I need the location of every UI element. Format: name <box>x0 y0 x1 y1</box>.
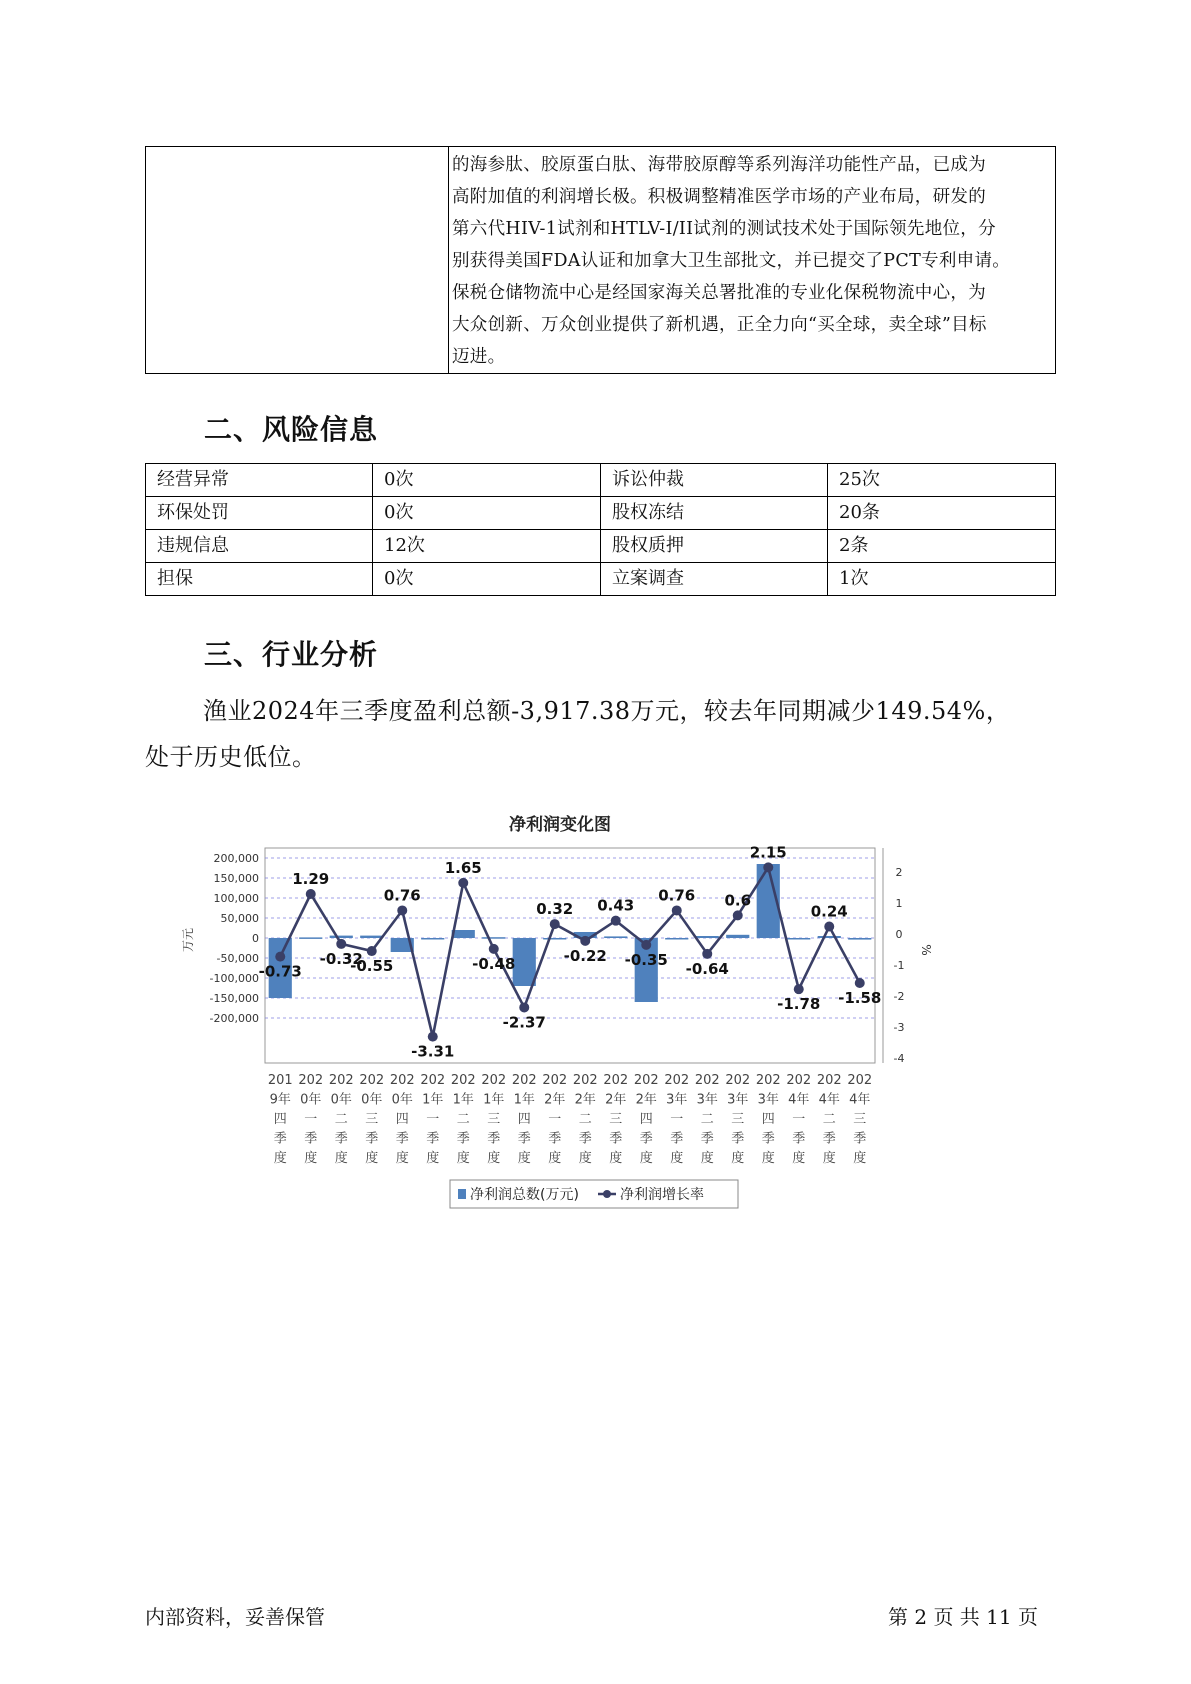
x-tick-label: 三 <box>609 1112 623 1127</box>
y-tick-label-right: -3 <box>893 1021 905 1034</box>
x-tick-label: 1年 <box>452 1092 474 1108</box>
growth-data-label: -1.78 <box>777 995 821 1014</box>
growth-point <box>275 952 285 962</box>
x-tick-label: 季 <box>853 1131 867 1147</box>
growth-data-label: 0.76 <box>658 886 696 905</box>
risk-label: 担保 <box>146 563 373 596</box>
x-tick-label: 四 <box>761 1112 775 1127</box>
bar <box>787 938 810 940</box>
x-tick-label: 度 <box>578 1151 592 1166</box>
x-tick-label: 二 <box>700 1112 714 1127</box>
x-tick-label: 202 <box>481 1073 507 1088</box>
growth-data-label: -3.31 <box>411 1042 455 1061</box>
bar <box>696 936 719 938</box>
x-tick-label: 4年 <box>849 1092 871 1108</box>
x-tick-label: 202 <box>389 1073 415 1088</box>
growth-point <box>489 944 499 954</box>
growth-point <box>611 916 621 926</box>
growth-point <box>519 1002 529 1012</box>
x-tick-label: 3年 <box>696 1092 718 1108</box>
x-tick-label: 1年 <box>513 1092 535 1108</box>
bar <box>848 938 871 940</box>
x-tick-label: 度 <box>426 1151 440 1166</box>
y-tick-label-left: 0 <box>252 932 259 945</box>
risk-value: 0次 <box>373 497 601 530</box>
growth-point <box>397 905 407 915</box>
risk-label: 股权冻结 <box>601 497 828 530</box>
x-tick-label: 202 <box>450 1073 476 1088</box>
growth-data-label: -0.64 <box>685 959 729 978</box>
y-tick-label-right: 0 <box>895 928 903 941</box>
bar <box>452 930 475 938</box>
x-tick-label: 202 <box>603 1073 629 1088</box>
growth-data-label: -0.32 <box>319 949 363 968</box>
table-row <box>146 497 1056 530</box>
x-tick-label: 202 <box>633 1073 659 1088</box>
x-tick-label: 二 <box>334 1112 348 1127</box>
x-tick-label: 度 <box>731 1151 745 1166</box>
paragraph-line: 渔业2024年三季度盈利总额-3,917.38万元，较去年同期减少149.54%， <box>203 697 1011 725</box>
x-tick-label: 二 <box>822 1112 836 1127</box>
risk-label: 诉讼仲裁 <box>601 464 828 497</box>
y-tick-label-left: -200,000 <box>209 1012 259 1025</box>
description-line: 别获得美国FDA认证和加拿大卫生部批文，并已提交了PCT专利申请。 <box>452 251 1011 271</box>
bar <box>360 936 383 938</box>
x-tick-label: 1年 <box>422 1092 444 1108</box>
x-tick-label: 202 <box>755 1073 781 1088</box>
growth-point <box>824 922 834 932</box>
x-tick-label: 202 <box>298 1073 324 1088</box>
risk-label: 环保处罚 <box>146 497 373 530</box>
risk-value: 20条 <box>828 497 1056 530</box>
empty-label-cell <box>146 147 449 374</box>
x-tick-label: 季 <box>395 1131 409 1147</box>
x-tick-label: 0年 <box>300 1092 322 1108</box>
risk-label: 股权质押 <box>601 530 828 563</box>
x-tick-label: 202 <box>694 1073 720 1088</box>
risk-label: 立案调查 <box>601 563 828 596</box>
growth-point <box>336 939 346 949</box>
bar <box>665 938 688 940</box>
bar <box>330 936 353 938</box>
x-tick-label: 202 <box>420 1073 446 1088</box>
x-tick-label: 季 <box>578 1131 592 1147</box>
legend-line-marker <box>603 1190 611 1198</box>
x-tick-label: 一 <box>548 1112 562 1127</box>
x-tick-label: 四 <box>639 1112 653 1127</box>
legend-line-label: 净利润增长率 <box>620 1187 704 1203</box>
x-tick-label: 季 <box>304 1131 318 1147</box>
x-tick-label: 度 <box>700 1151 714 1166</box>
x-tick-label: 季 <box>761 1131 775 1147</box>
risk-value: 0次 <box>373 464 601 497</box>
x-tick-label: 0年 <box>391 1092 413 1108</box>
x-tick-label: 度 <box>670 1151 684 1166</box>
x-tick-label: 一 <box>792 1112 806 1127</box>
risk-value: 0次 <box>373 563 601 596</box>
x-tick-label: 0年 <box>330 1092 352 1108</box>
industry-paragraph <box>145 688 1057 780</box>
growth-point <box>733 910 743 920</box>
x-tick-label: 季 <box>487 1131 501 1147</box>
risk-value: 1次 <box>828 563 1056 596</box>
growth-point <box>550 919 560 929</box>
x-tick-label: 季 <box>365 1131 379 1147</box>
bar <box>482 937 505 939</box>
bar <box>543 938 566 940</box>
y-tick-label-left: 150,000 <box>213 872 259 885</box>
x-tick-label: 202 <box>664 1073 690 1088</box>
x-tick-label: 季 <box>548 1131 562 1147</box>
x-tick-label: 度 <box>853 1151 867 1166</box>
x-tick-label: 201 <box>267 1073 293 1088</box>
x-tick-label: 季 <box>700 1131 714 1147</box>
net-profit-chart <box>180 810 940 1260</box>
description-line: 迈进。 <box>452 347 506 367</box>
y-axis-label-right: % <box>919 944 933 956</box>
table-row <box>146 563 1056 596</box>
bar <box>421 938 444 940</box>
growth-point <box>306 889 316 899</box>
risk-label: 违规信息 <box>146 530 373 563</box>
risk-value: 12次 <box>373 530 601 563</box>
risk-table <box>145 463 1056 596</box>
x-tick-label: 二 <box>456 1112 470 1127</box>
description-line: 的海参肽、胶原蛋白肽、海带胶原醇等系列海洋功能性产品，已成为 <box>452 155 986 175</box>
x-tick-label: 3年 <box>666 1092 688 1108</box>
growth-data-label: 0.24 <box>810 902 848 921</box>
growth-data-label: -0.55 <box>350 957 394 976</box>
growth-data-label: -0.35 <box>624 950 668 969</box>
company-description-cell <box>449 147 1056 374</box>
y-tick-label-right: 2 <box>895 866 903 879</box>
growth-data-label: -0.73 <box>258 962 302 981</box>
growth-point <box>702 949 712 959</box>
x-tick-label: 度 <box>487 1151 501 1166</box>
x-tick-label: 三 <box>731 1112 745 1127</box>
x-tick-label: 一 <box>670 1112 684 1127</box>
x-tick-label: 度 <box>639 1151 653 1166</box>
x-tick-label: 季 <box>609 1131 623 1147</box>
x-tick-label: 2年 <box>635 1092 657 1108</box>
x-tick-label: 四 <box>273 1112 287 1127</box>
x-tick-label: 202 <box>542 1073 568 1088</box>
y-tick-label-left: 50,000 <box>220 912 259 925</box>
x-tick-label: 202 <box>572 1073 598 1088</box>
risk-label: 经营异常 <box>146 464 373 497</box>
y-tick-label-left: -50,000 <box>216 952 259 965</box>
bar <box>818 936 841 938</box>
x-tick-label: 度 <box>273 1151 287 1166</box>
x-tick-label: 一 <box>426 1112 440 1127</box>
x-tick-label: 202 <box>359 1073 385 1088</box>
x-tick-label: 季 <box>639 1131 653 1147</box>
growth-data-label: 0.6 <box>724 891 752 910</box>
growth-point <box>367 946 377 956</box>
x-tick-label: 度 <box>395 1151 409 1166</box>
x-tick-label: 度 <box>304 1151 318 1166</box>
growth-data-label: 1.29 <box>292 870 330 889</box>
bar <box>513 938 536 986</box>
x-tick-label: 202 <box>847 1073 873 1088</box>
growth-data-label: 1.65 <box>444 858 482 877</box>
x-tick-label: 202 <box>511 1073 537 1088</box>
x-tick-label: 3年 <box>727 1092 749 1108</box>
x-tick-label: 度 <box>548 1151 562 1166</box>
footer-page-number: 第 2 页 共 11 页 <box>888 1605 1038 1629</box>
y-tick-label-right: -2 <box>893 990 905 1003</box>
table-row <box>146 464 1056 497</box>
bar <box>726 935 749 938</box>
x-tick-label: 度 <box>456 1151 470 1166</box>
y-axis-label-left: 万元 <box>181 927 195 953</box>
x-tick-label: 4年 <box>818 1092 840 1108</box>
x-tick-label: 202 <box>786 1073 812 1088</box>
description-line: 保税仓储物流中心是经国家海关总署批准的专业化保税物流中心，为 <box>452 283 986 303</box>
growth-data-label: -1.58 <box>838 988 882 1007</box>
x-tick-label: 度 <box>609 1151 623 1166</box>
growth-data-label: -0.48 <box>472 954 516 973</box>
table-row <box>146 530 1056 563</box>
x-tick-label: 季 <box>517 1131 531 1147</box>
description-line: 高附加值的利润增长极。积极调整精准医学市场的产业布局，研发的 <box>452 187 986 207</box>
growth-point <box>428 1032 438 1042</box>
x-tick-label: 度 <box>822 1151 836 1166</box>
chart-title: 净利润变化图 <box>509 815 611 835</box>
growth-point <box>641 940 651 950</box>
x-tick-label: 季 <box>456 1131 470 1147</box>
x-tick-label: 一 <box>304 1112 318 1127</box>
y-tick-label-left: 100,000 <box>213 892 259 905</box>
bar <box>299 937 322 939</box>
growth-point <box>763 862 773 872</box>
footer-confidential: 内部资料，妥善保管 <box>145 1605 325 1629</box>
x-tick-label: 2年 <box>574 1092 596 1108</box>
description-line: 第六代HIV-1试剂和HTLV-I/II试剂的测试技术处于国际领先地位，分 <box>452 219 996 239</box>
x-tick-label: 1年 <box>483 1092 505 1108</box>
x-tick-label: 202 <box>328 1073 354 1088</box>
x-tick-label: 季 <box>731 1131 745 1147</box>
risk-value: 25次 <box>828 464 1056 497</box>
x-tick-label: 二 <box>578 1112 592 1127</box>
x-tick-label: 9年 <box>269 1092 291 1108</box>
growth-data-label: -0.22 <box>563 946 607 965</box>
growth-point <box>794 984 804 994</box>
y-tick-label-right: 1 <box>895 897 903 910</box>
description-line: 大众创新、万众创业提供了新机遇，正全力向“买全球，卖全球”目标 <box>452 315 987 335</box>
y-tick-label-left: -100,000 <box>209 972 259 985</box>
growth-point <box>458 878 468 888</box>
x-tick-label: 4年 <box>788 1092 810 1108</box>
legend-bar-swatch <box>458 1189 466 1199</box>
paragraph-line: 处于历史低位。 <box>145 743 317 771</box>
growth-data-label: 0.32 <box>536 900 574 919</box>
company-profile-table <box>145 146 1056 374</box>
x-tick-label: 度 <box>792 1151 806 1166</box>
risk-heading: 二、风险信息 <box>204 413 379 446</box>
x-tick-label: 季 <box>792 1131 806 1147</box>
x-tick-label: 202 <box>725 1073 751 1088</box>
x-tick-label: 三 <box>365 1112 379 1127</box>
x-tick-label: 度 <box>334 1151 348 1166</box>
x-tick-label: 2年 <box>605 1092 627 1108</box>
x-tick-label: 度 <box>517 1151 531 1166</box>
growth-point <box>855 978 865 988</box>
x-tick-label: 季 <box>822 1131 836 1147</box>
x-tick-label: 季 <box>334 1131 348 1147</box>
growth-point <box>672 905 682 915</box>
x-tick-label: 0年 <box>361 1092 383 1108</box>
x-tick-label: 四 <box>517 1112 531 1127</box>
growth-point <box>580 936 590 946</box>
y-tick-label-right: -1 <box>893 959 905 972</box>
x-tick-label: 四 <box>395 1112 409 1127</box>
y-tick-label-left: -150,000 <box>209 992 259 1005</box>
x-tick-label: 度 <box>761 1151 775 1166</box>
x-tick-label: 季 <box>670 1131 684 1147</box>
x-tick-label: 2年 <box>544 1092 566 1108</box>
x-tick-label: 3年 <box>757 1092 779 1108</box>
growth-data-label: 0.76 <box>383 886 421 905</box>
growth-data-label: 2.15 <box>749 843 787 862</box>
legend-bar-label: 净利润总数(万元) <box>470 1187 579 1203</box>
x-tick-label: 三 <box>487 1112 501 1127</box>
x-tick-label: 三 <box>853 1112 867 1127</box>
x-tick-label: 季 <box>273 1131 287 1147</box>
x-tick-label: 度 <box>365 1151 379 1166</box>
risk-value: 2条 <box>828 530 1056 563</box>
growth-data-label: 0.43 <box>597 896 635 915</box>
y-tick-label-left: 200,000 <box>213 852 259 865</box>
bar <box>604 936 627 938</box>
industry-heading: 三、行业分析 <box>204 638 379 671</box>
x-tick-label: 季 <box>426 1131 440 1147</box>
x-tick-label: 202 <box>816 1073 842 1088</box>
chart-svg <box>180 810 940 1260</box>
y-tick-label-right: -4 <box>893 1052 905 1065</box>
growth-data-label: -2.37 <box>502 1013 546 1032</box>
